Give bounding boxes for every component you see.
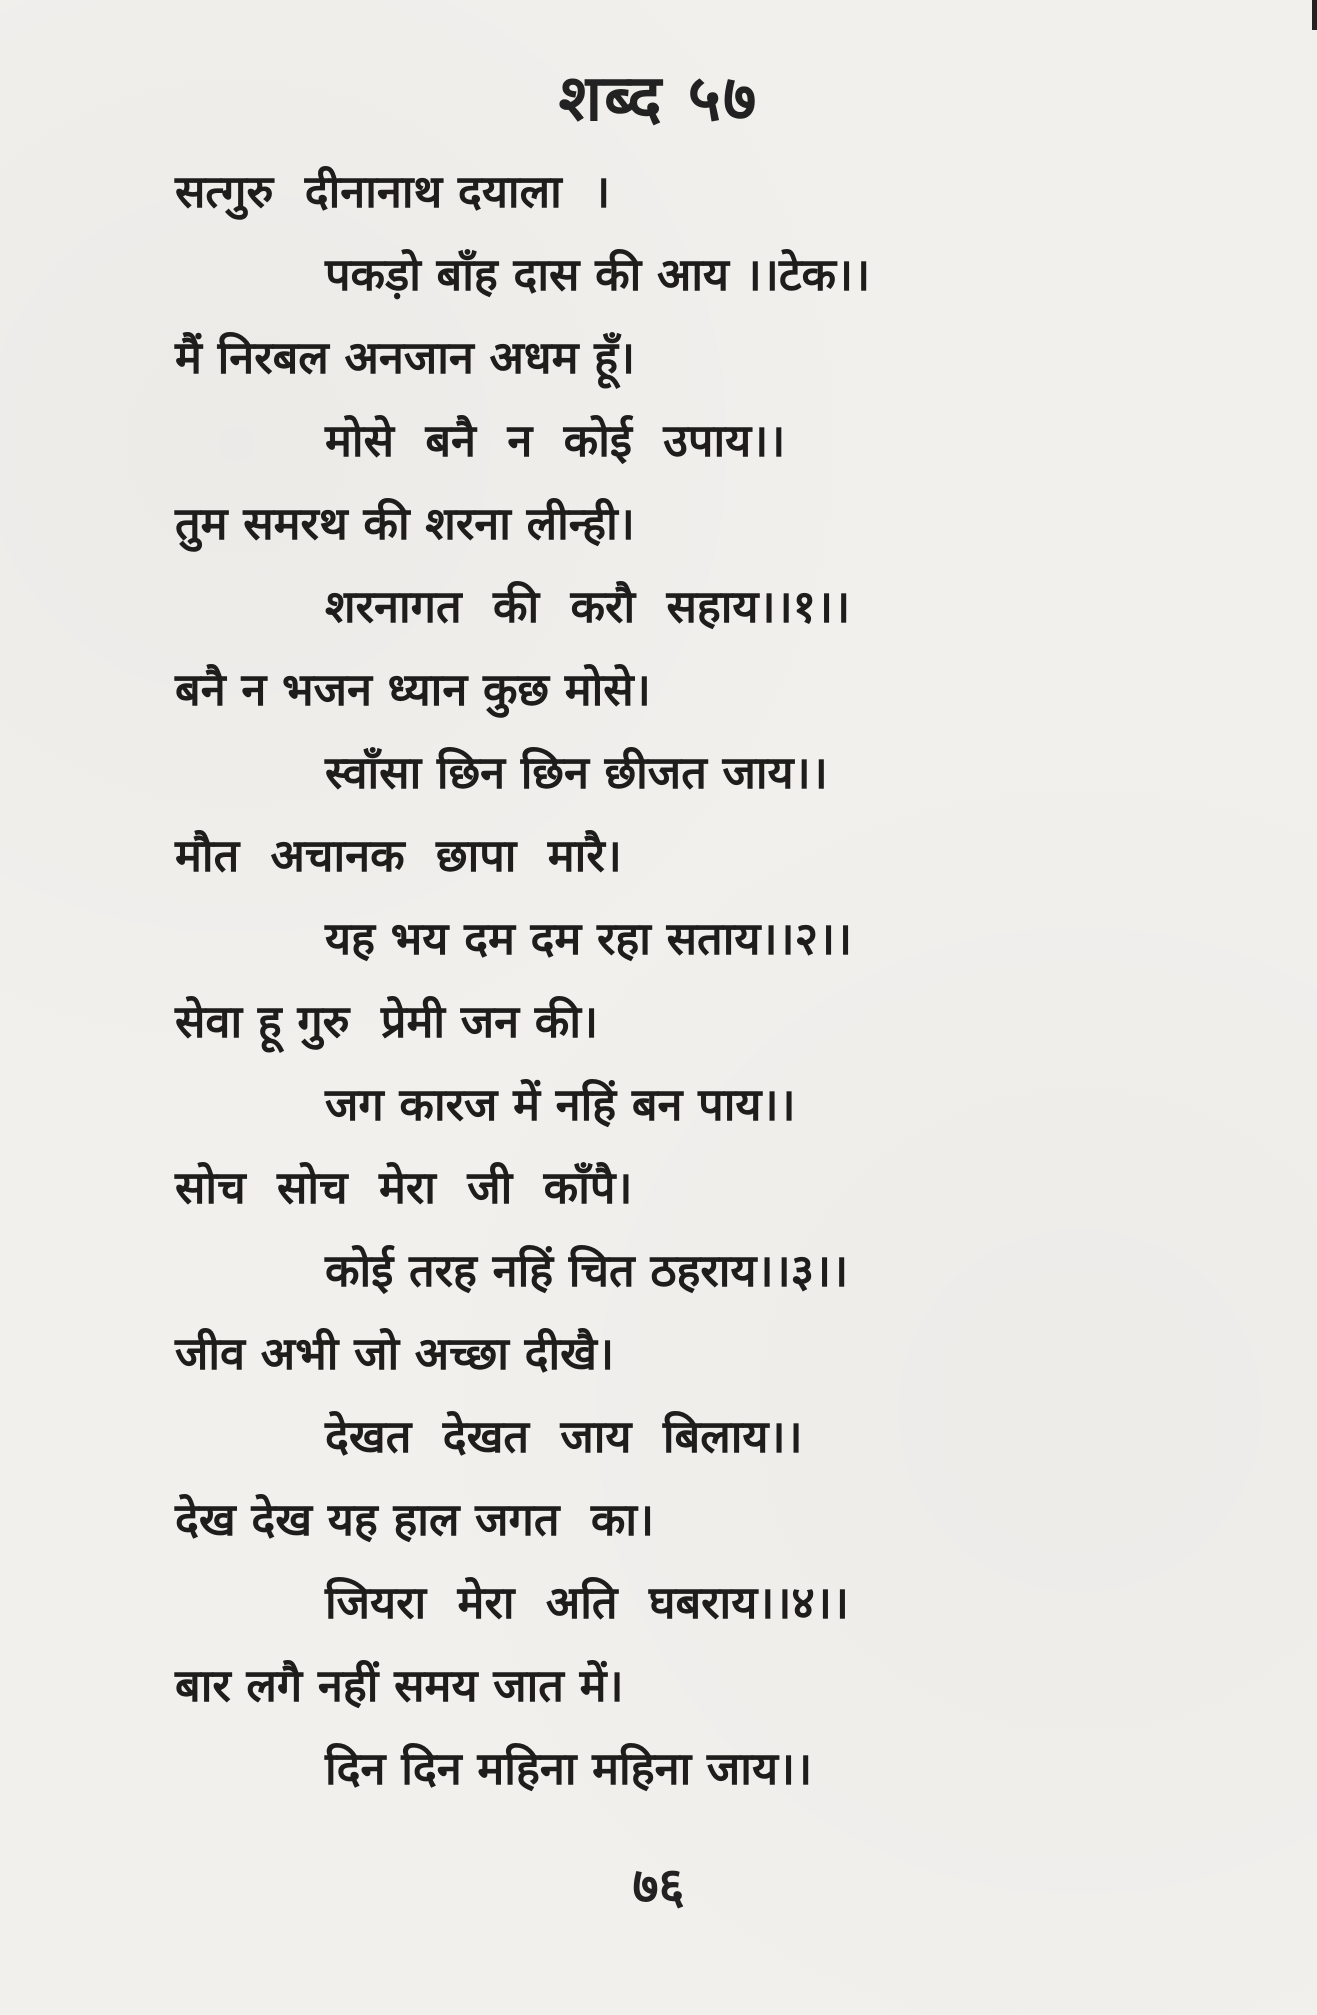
verse-line: यह भय दम दम रहा सताय।।२।।: [325, 912, 853, 965]
verse-line: मौत अचानक छापा मारै।: [175, 829, 622, 882]
verse-line: बनै न भजन ध्यान कुछ मोसे।: [175, 663, 651, 716]
verse-line: सत्गुरु दीनानाथ दयाला ।: [175, 165, 611, 218]
verse-line: जीव अभी जो अच्छा दीखै।: [175, 1327, 615, 1380]
verse-line: मैं निरबल अनजान अधम हूँ।: [175, 331, 636, 384]
verse-line: जियरा मेरा अति घबराय।।४।।: [325, 1576, 849, 1629]
verse-line: जग कारज में नहिं बन पाय।।: [325, 1078, 796, 1131]
verse-line: देख देख यह हाल जगत का।: [175, 1493, 655, 1546]
verse-line: कोई तरह नहिं चित ठहराय।।३।।: [325, 1244, 849, 1297]
verse-block: [0, 150, 1317, 1810]
page-number: ७६: [632, 1857, 685, 1915]
verse-line: स्वाँसा छिन छिन छीजत जाय।।: [325, 746, 828, 799]
verse-line: मोसे बनै न कोई उपाय।।: [325, 414, 786, 467]
verse-line: सोच सोच मेरा जी काँपै।: [175, 1161, 633, 1214]
verse-line: बार लगै नहीं समय जात में।: [175, 1659, 624, 1712]
verse-line: शरनागत की करौ सहाय।।१।।: [325, 580, 851, 633]
verse-line: तुम समरथ की शरना लीन्ही।: [175, 497, 635, 550]
verse-line: पकड़ो बाँह दास की आय ।।टेक।।: [325, 248, 871, 301]
verse-line: दिन दिन महिना महिना जाय।।: [325, 1742, 813, 1795]
verse-line: देखत देखत जाय बिलाय।।: [325, 1410, 803, 1463]
verse-line: सेवा हू गुरु प्रेमी जन की।: [175, 995, 599, 1048]
edge-mark: [1312, 0, 1317, 30]
page-title: शब्द ५७: [558, 62, 759, 136]
